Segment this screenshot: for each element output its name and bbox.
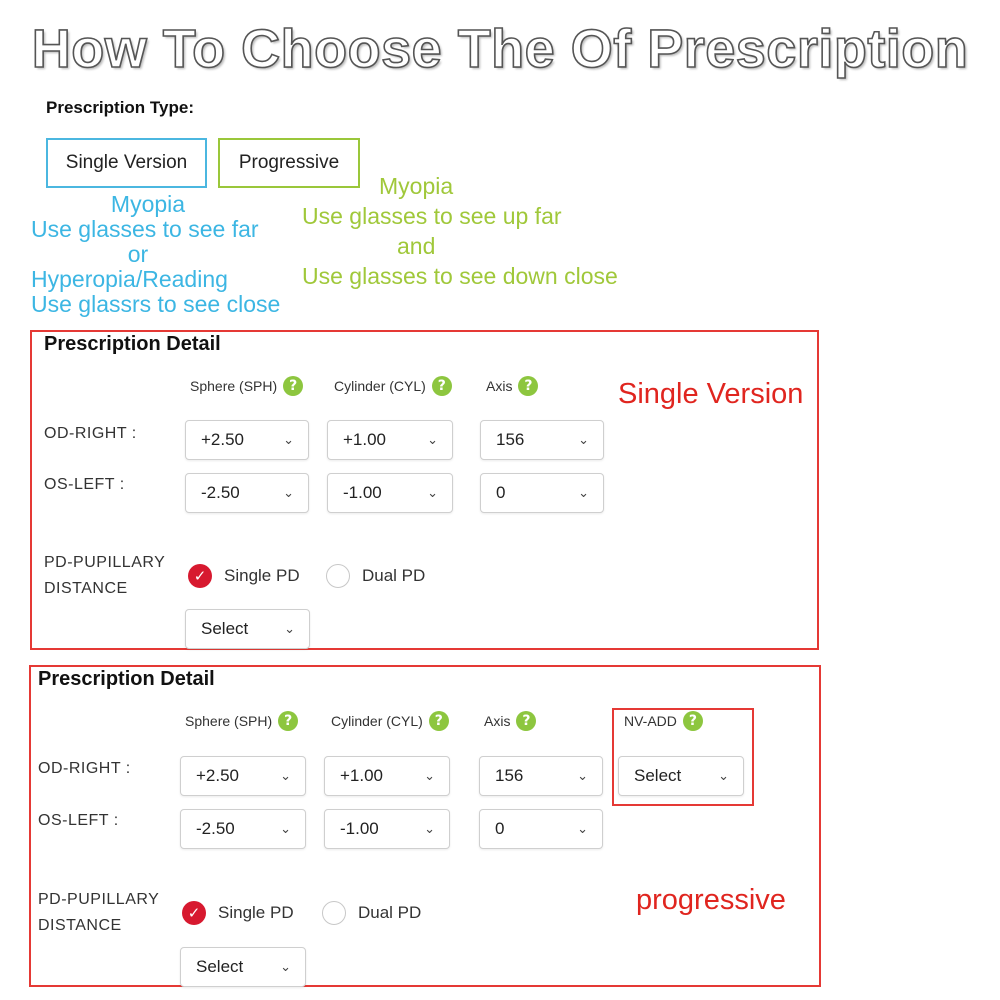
column-cylinder <box>334 376 452 396</box>
select-value: -1.00 <box>340 819 379 838</box>
progressive-note-up-far: Use glasses to see up far <box>302 203 562 229</box>
check-icon: ✓ <box>182 901 206 925</box>
chevron-down-icon: ⌄ <box>427 432 438 448</box>
help-icon[interactable]: ? <box>518 376 538 396</box>
chevron-down-icon: ⌄ <box>283 432 294 448</box>
select-value: -2.50 <box>201 483 240 502</box>
column-nv-add <box>624 711 703 731</box>
chevron-down-icon: ⌄ <box>280 768 291 784</box>
radio-empty-icon <box>322 901 346 925</box>
chevron-down-icon: ⌄ <box>280 959 291 975</box>
pd-label: PD-PUPILLARY <box>44 554 166 571</box>
chevron-down-icon: ⌄ <box>424 821 435 837</box>
os-cylinder-select[interactable] <box>324 809 450 849</box>
column-label: Sphere (SPH) <box>190 378 278 394</box>
od-cylinder-select[interactable] <box>324 756 450 796</box>
select-value: +2.50 <box>196 766 240 785</box>
column-label: Sphere (SPH) <box>185 713 273 729</box>
select-value: 0 <box>495 819 505 838</box>
select-value: 156 <box>495 766 524 785</box>
progressive-button[interactable]: Progressive <box>218 138 360 188</box>
column-label: Cylinder (CYL) <box>334 378 426 394</box>
column-axis <box>486 376 538 396</box>
chevron-down-icon: ⌄ <box>577 821 588 837</box>
chevron-down-icon: ⌄ <box>578 485 589 501</box>
od-sphere-select[interactable] <box>185 420 309 460</box>
check-icon: ✓ <box>188 564 212 588</box>
os-sphere-select[interactable] <box>180 809 306 849</box>
column-sphere <box>185 711 298 731</box>
select-value: Select <box>196 957 244 976</box>
column-label: Axis <box>486 378 513 394</box>
chevron-down-icon: ⌄ <box>283 485 294 501</box>
pd-label: DISTANCE <box>44 580 128 597</box>
select-value: +2.50 <box>201 430 245 449</box>
radio-label: Single PD <box>224 566 300 585</box>
od-sphere-select[interactable] <box>180 756 306 796</box>
pd-select[interactable] <box>185 609 310 649</box>
single-version-button[interactable]: Single Version <box>46 138 207 188</box>
progressive-tag: progressive <box>636 884 786 916</box>
select-value: -1.00 <box>343 483 382 502</box>
column-cylinder <box>331 711 449 731</box>
select-value: +1.00 <box>343 430 387 449</box>
od-axis-select[interactable] <box>479 756 603 796</box>
single-note-hyperopia: Hyperopia/Reading <box>31 266 228 292</box>
os-cylinder-select[interactable] <box>327 473 453 513</box>
help-icon[interactable]: ? <box>516 711 536 731</box>
help-icon[interactable]: ? <box>278 711 298 731</box>
chevron-down-icon: ⌄ <box>284 621 295 637</box>
os-left-label: OS-LEFT : <box>38 812 119 829</box>
radio-empty-icon <box>326 564 350 588</box>
chevron-down-icon: ⌄ <box>427 485 438 501</box>
chevron-down-icon: ⌄ <box>577 768 588 784</box>
pd-select[interactable] <box>180 947 306 987</box>
select-value: 0 <box>496 483 506 502</box>
pd-label: PD-PUPILLARY <box>38 891 160 908</box>
column-label: Axis <box>484 713 511 729</box>
chevron-down-icon: ⌄ <box>424 768 435 784</box>
select-value: +1.00 <box>340 766 384 785</box>
chevron-down-icon: ⌄ <box>578 432 589 448</box>
od-cylinder-select[interactable] <box>327 420 453 460</box>
os-sphere-select[interactable] <box>185 473 309 513</box>
od-right-label: OD-RIGHT : <box>38 760 131 777</box>
radio-label: Dual PD <box>358 903 422 922</box>
dual-pd-radio[interactable] <box>326 564 425 588</box>
column-sphere <box>190 376 303 396</box>
single-pd-radio[interactable] <box>188 564 300 588</box>
help-icon[interactable]: ? <box>429 711 449 731</box>
prescription-type-label: Prescription Type: <box>46 98 194 117</box>
os-left-label: OS-LEFT : <box>44 476 125 493</box>
column-axis <box>484 711 536 731</box>
progressive-note-and: and <box>397 233 436 259</box>
os-axis-select[interactable] <box>479 809 603 849</box>
help-icon[interactable]: ? <box>683 711 703 731</box>
page-title: How To Choose The Of Prescription <box>31 19 969 79</box>
help-icon[interactable]: ? <box>432 376 452 396</box>
os-axis-select[interactable] <box>480 473 604 513</box>
column-label: Cylinder (CYL) <box>331 713 423 729</box>
od-axis-select[interactable] <box>480 420 604 460</box>
pd-label: DISTANCE <box>38 917 122 934</box>
single-pd-radio[interactable] <box>182 901 294 925</box>
select-value: Select <box>634 766 682 785</box>
nv-add-select[interactable] <box>618 756 744 796</box>
select-value: 156 <box>496 430 525 449</box>
single-note-far: Use glasses to see far <box>31 216 259 242</box>
chevron-down-icon: ⌄ <box>280 821 291 837</box>
panel-title: Prescription Detail <box>38 668 215 690</box>
panel-title: Prescription Detail <box>44 333 221 355</box>
single-note-close: Use glassrs to see close <box>31 291 281 317</box>
select-value: -2.50 <box>196 819 235 838</box>
single-note-or: or <box>127 241 149 267</box>
progressive-note-myopia: Myopia <box>379 173 454 199</box>
od-right-label: OD-RIGHT : <box>44 425 137 442</box>
single-note-myopia: Myopia <box>110 191 186 217</box>
single-version-tag: Single Version <box>618 378 804 410</box>
select-value: Select <box>201 619 249 638</box>
radio-label: Dual PD <box>362 566 426 585</box>
progressive-note-down-close: Use glasses to see down close <box>302 263 618 289</box>
chevron-down-icon: ⌄ <box>718 768 729 784</box>
column-label: NV-ADD <box>624 713 677 729</box>
radio-label: Single PD <box>218 903 294 922</box>
help-icon[interactable]: ? <box>283 376 303 396</box>
dual-pd-radio[interactable] <box>322 901 421 925</box>
